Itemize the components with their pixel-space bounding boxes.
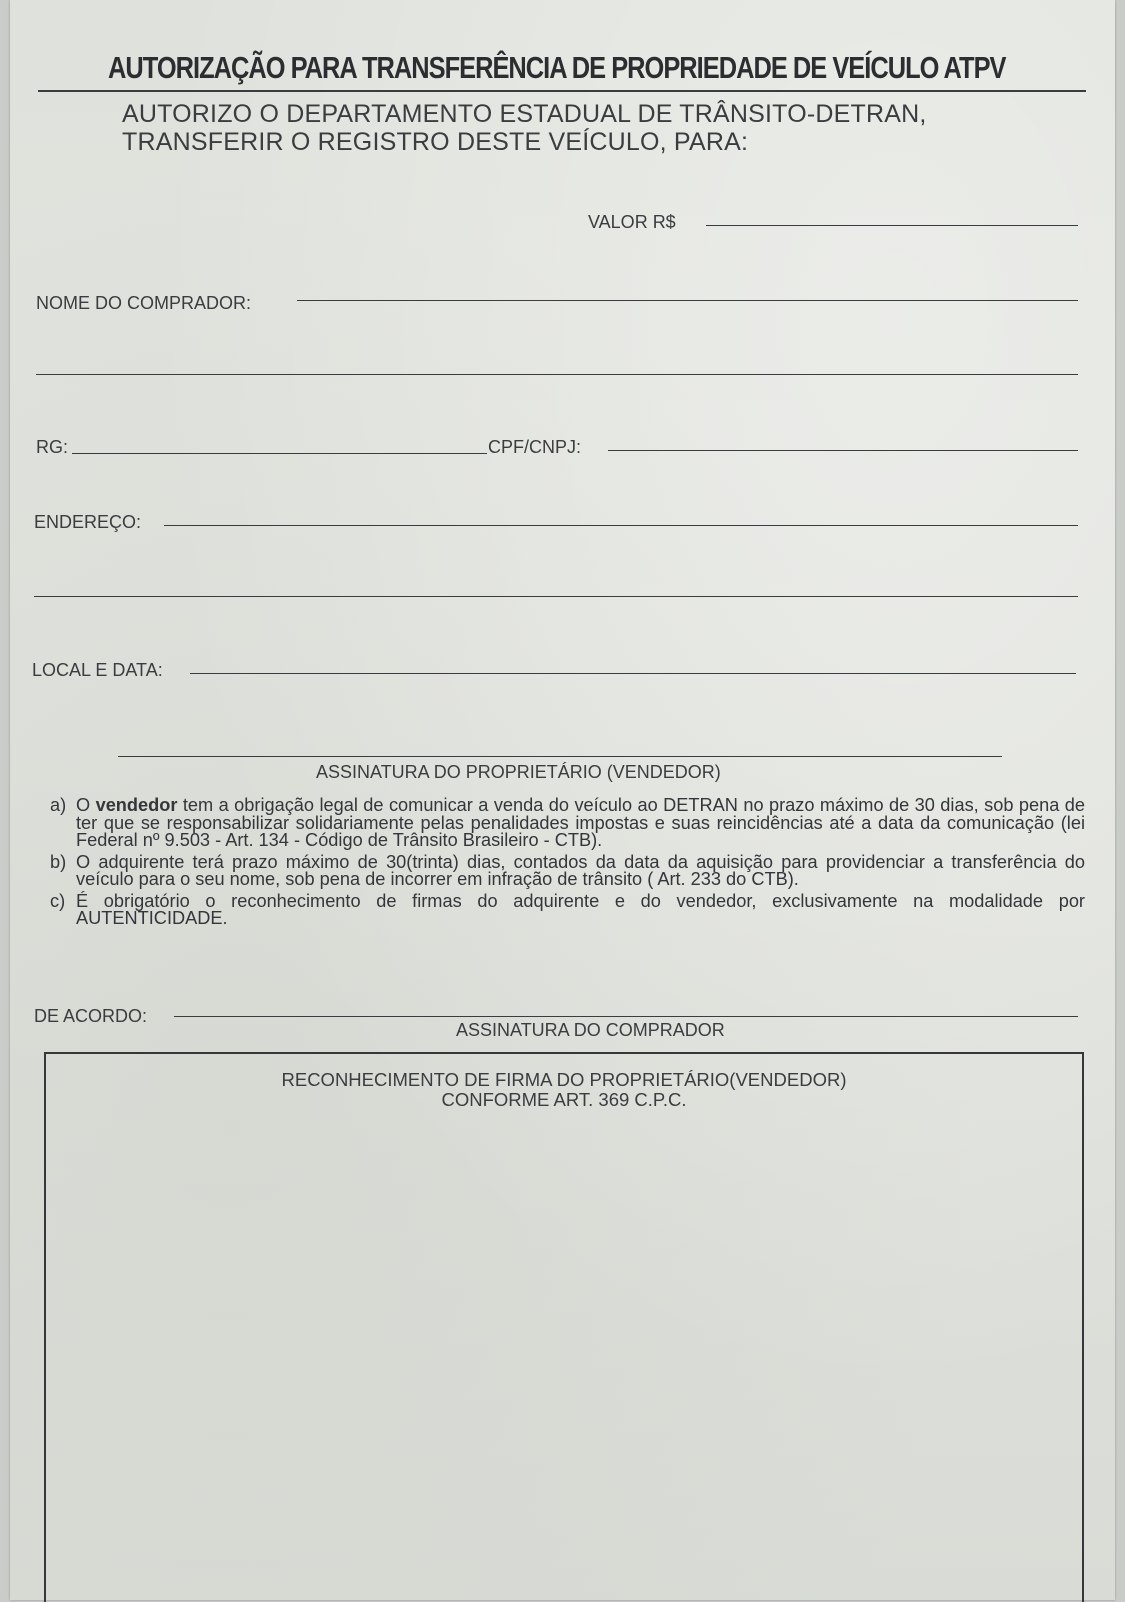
seller-signature-caption: ASSINATURA DO PROPRIETÁRIO (VENDEDOR): [316, 762, 721, 782]
valor-label: VALOR R$: [588, 212, 676, 232]
note-c: [50, 890, 1085, 928]
authorization-statement: [122, 100, 927, 156]
note-a: [50, 797, 1085, 850]
local-data-field-line[interactable]: [190, 673, 1076, 674]
title-rule: [38, 90, 1086, 92]
endereco-field-line[interactable]: [164, 525, 1078, 526]
endereco-field-line-2[interactable]: [34, 596, 1078, 597]
note-marker: a): [50, 795, 67, 815]
local-data-label: LOCAL E DATA:: [32, 660, 163, 680]
rg-field-line[interactable]: [72, 453, 487, 454]
note-a-bold-word: vendedor: [95, 795, 178, 815]
cpf-cnpj-field-line[interactable]: [608, 450, 1078, 451]
comprador-field-line-2[interactable]: [36, 374, 1078, 375]
note-b-text: O adquirente terá prazo máximo de 30(trinta) dias, contados da data da aquisição para providenciar a transferência do veículo para o seu nome, sob pena de incorrer em infração de trânsito ( Art. 233 do CTB).: [76, 851, 1085, 889]
valor-field-line[interactable]: [706, 225, 1078, 226]
recognition-box[interactable]: [44, 1052, 1084, 1602]
comprador-field-line[interactable]: [297, 300, 1078, 301]
buyer-signature-line[interactable]: [174, 1016, 1078, 1017]
note-a-prefix: O: [76, 795, 96, 815]
authorization-line-1: AUTORIZO O DEPARTAMENTO ESTADUAL DE TRÂNSITO-DETRAN,: [122, 100, 927, 128]
recognition-line-2: CONFORME ART. 369 C.P.C.: [441, 1089, 687, 1110]
rg-label: RG:: [36, 437, 69, 457]
buyer-signature-caption: ASSINATURA DO COMPRADOR: [456, 1020, 725, 1040]
seller-signature-line[interactable]: [118, 756, 1002, 757]
note-c-text: É obrigatório o reconhecimento de firmas do adquirente e do vendedor, exclusivamente na modalidade por AUTENTICIDADE.: [76, 890, 1085, 928]
note-b: [50, 851, 1085, 889]
legal-notes: [50, 797, 1085, 932]
recognition-line-1: RECONHECIMENTO DE FIRMA DO PROPRIETÁRIO(VENDEDOR): [281, 1069, 847, 1090]
endereco-label: ENDEREÇO:: [34, 512, 142, 532]
note-marker: c): [50, 890, 66, 911]
de-acordo-label: DE ACORDO:: [34, 1006, 148, 1026]
note-a-text: tem a obrigação legal de comunicar a venda do veículo ao DETRAN no prazo máximo de 30 dias, sob pena de ter que se responsabilizar solidariamente pelas penalidades impostas e suas reincidências até a data da comunicação (lei Federal nº 9.503 - Art. 134 - Código de Trânsito Brasileiro - CTB).: [76, 795, 1086, 850]
atpv-form-page: [10, 0, 1115, 1600]
form-title: AUTORIZAÇÃO PARA TRANSFERÊNCIA DE PROPRIEDADE DE VEÍCULO ATPV: [108, 50, 1006, 85]
note-marker: b): [50, 851, 67, 872]
authorization-line-2: TRANSFERIR O REGISTRO DESTE VEÍCULO, PARA:: [122, 128, 749, 156]
cpf-cnpj-label: CPF/CNPJ:: [488, 437, 582, 457]
comprador-label: NOME DO COMPRADOR:: [36, 293, 252, 313]
recognition-heading: [46, 1070, 1082, 1110]
